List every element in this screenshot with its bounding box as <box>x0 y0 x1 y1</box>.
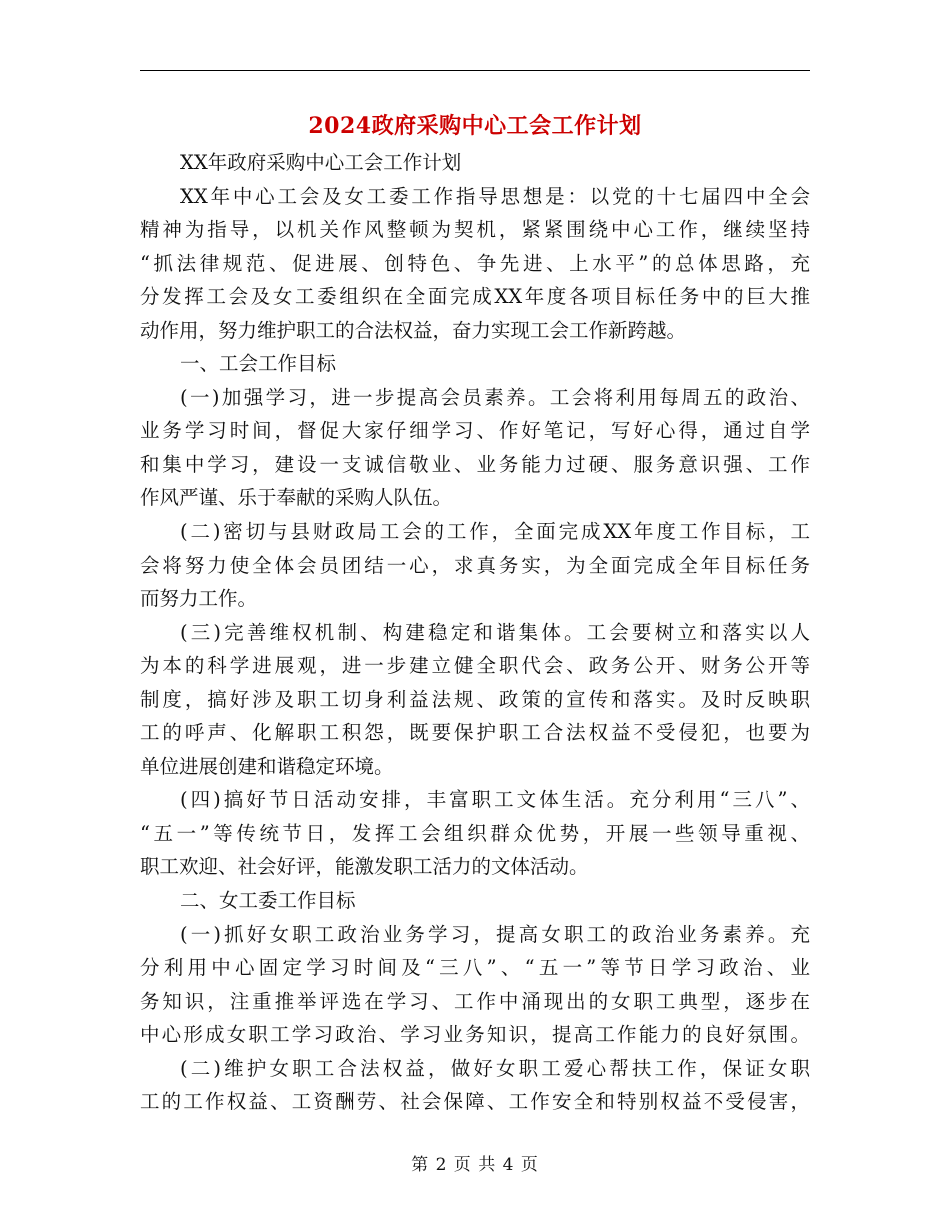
text-line: 二、女工委工作目标 <box>180 889 356 913</box>
text-line: 和集中学习，建设一支诚信敬业、业务能力过硬、服务意识强、工作 <box>140 452 810 476</box>
text-line: “抓法律规范、促进展、创特色、争先进、上水平”的总体思路，充 <box>140 251 810 275</box>
text-line: (二)维护女职工合法权益，做好女职工爱心帮扶工作，保证女职 <box>180 1056 810 1080</box>
page-number: 第 2 页 共 4 页 <box>411 1155 539 1175</box>
header-rule <box>140 70 810 71</box>
text-line: “五一”等传统节日，发挥工会组织群众优势，开展一些领导重视、 <box>140 821 810 845</box>
text-line: 为本的科学进展观，进一步建立健全职代会、政务公开、财务公开等 <box>140 654 810 678</box>
text-line: 工的呼声、化解职工积怨，既要保护职工合法权益不受侵犯，也要为 <box>140 721 810 745</box>
document-body <box>140 146 810 1119</box>
text-line: (二)密切与县财政局工会的工作，全面完成XX年度工作目标，工 <box>180 520 810 544</box>
document-title: 2024政府采购中心工会工作计划 <box>308 113 642 139</box>
text-line: (一)抓好女职工政治业务学习，提高女职工的政治业务素养。充 <box>180 922 810 946</box>
text-line: 制度，搞好涉及职工切身利益法规、政策的宣传和落实。及时反映职 <box>140 687 810 711</box>
text-line: 作风严谨、乐于奉献的采购人队伍。 <box>140 486 453 510</box>
text-line: (四)搞好节日活动安排，丰富职工文体生活。充分利用“三八”、 <box>180 788 810 812</box>
text-line: XX年中心工会及女工委工作指导思想是：以党的十七届四中全会 <box>180 184 810 208</box>
text-line: 职工欢迎、社会好评，能激发职工活力的文体活动。 <box>140 855 589 879</box>
text-line: 分利用中心固定学习时间及“三八”、“五一”等节日学习政治、业 <box>140 956 810 980</box>
text-line: 分发挥工会及女工委组织在全面完成XX年度各项目标任务中的巨大推 <box>140 285 810 309</box>
text-line: (一)加强学习，进一步提高会员素养。工会将利用每周五的政治、 <box>180 385 810 409</box>
text-line: 一、工会工作目标 <box>180 352 337 376</box>
text-line: XX年政府采购中心工会工作计划 <box>180 151 462 174</box>
text-line: 而努力工作。 <box>140 587 258 611</box>
text-line: 会将努力使全体会员团结一心，求真务实，为全面完成全年目标任务 <box>140 553 810 577</box>
text-line: 精神为指导，以机关作风整顿为契机，紧紧围绕中心工作，继续坚持 <box>140 218 810 242</box>
text-line: 动作用，努力维护职工的合法权益，奋力实现工会工作新跨越。 <box>140 318 687 342</box>
text-line: 务知识，注重推举评选在学习、工作中涌现出的女职工典型，逐步在 <box>140 989 810 1013</box>
text-line: 业务学习时间，督促大家仔细学习、作好笔记，写好心得，通过自学 <box>140 419 810 443</box>
text-line: 中心形成女职工学习政治、学习业务知识，提高工作能力的良好氛围。 <box>140 1023 810 1047</box>
text-line: (三)完善维权机制、构建稳定和谐集体。工会要树立和落实以人 <box>180 620 810 644</box>
text-line: 工的工作权益、工资酬劳、社会保障、工作安全和特别权益不受侵害， <box>140 1090 810 1114</box>
text-line: 单位进展创建和谐稳定环境。 <box>140 754 394 778</box>
